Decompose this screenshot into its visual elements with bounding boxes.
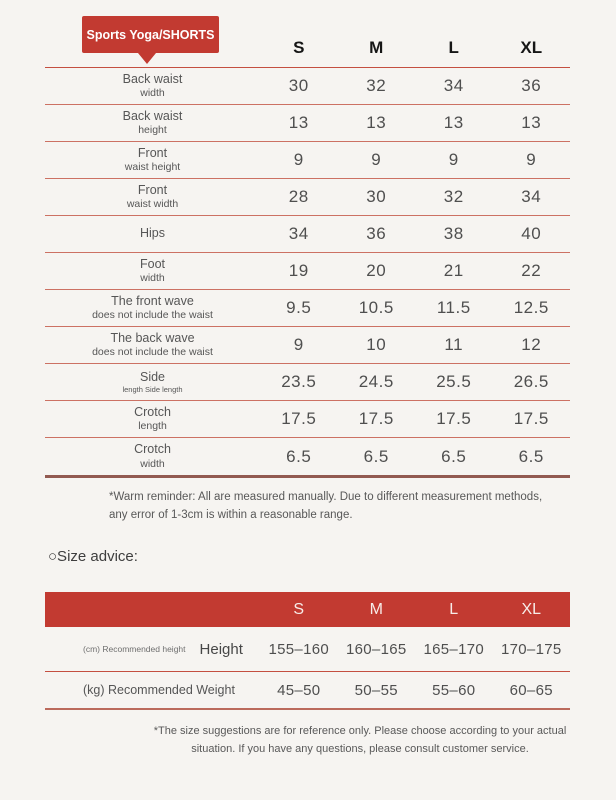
advice-unit-note: (cm) Recommended height: [83, 644, 186, 654]
measurement-value: 21: [443, 261, 464, 280]
advice-value: 55–60: [432, 681, 476, 699]
row-label: Crotch: [134, 404, 171, 419]
row-label: Front: [137, 182, 168, 197]
row-label: The back wave: [110, 330, 195, 345]
measurement-row: [45, 401, 570, 438]
product-category-badge: [82, 16, 219, 53]
measurement-value: 26.5: [513, 372, 549, 391]
measurement-value: 13: [366, 113, 387, 132]
warm-reminder-note: *Warm reminder: All are measured manually. Due to different measurement methods, any error of 1-3cm is within a reasonable range.: [109, 491, 543, 521]
advice-label-cell: [45, 641, 260, 658]
row-label: Back waist: [122, 71, 183, 86]
measurement-value: 13: [521, 113, 542, 132]
advice-row: [45, 672, 570, 710]
measurement-value: 38: [443, 224, 464, 243]
size-advice-table: [45, 592, 570, 758]
row-sublabel: does not include the waist: [92, 346, 213, 359]
badge-pointer-icon: [138, 53, 156, 64]
row-label-cell: [45, 370, 260, 395]
measurement-value: 22: [521, 261, 542, 280]
size-column-header: S: [293, 38, 305, 57]
row-label-cell: [45, 109, 260, 138]
row-label: The front wave: [111, 293, 194, 308]
measurement-value: 13: [443, 113, 464, 132]
row-label-cell: [45, 72, 260, 101]
row-label-cell: [45, 294, 260, 323]
measurement-value: 30: [288, 76, 309, 95]
measurement-row: [45, 290, 570, 327]
measurement-value: 9: [371, 150, 382, 169]
row-label-cell: [45, 405, 260, 434]
row-sublabel: waist height: [124, 161, 181, 174]
measurement-row: [45, 253, 570, 290]
measurement-value: 13: [288, 113, 309, 132]
measurement-value: 34: [521, 187, 542, 206]
measurement-row: [45, 364, 570, 401]
measurement-value: 36: [521, 76, 542, 95]
row-label: Front: [137, 145, 168, 160]
measurement-value: 6.5: [363, 446, 389, 466]
measurement-value: 28: [288, 187, 309, 206]
measurement-value: 10.5: [358, 298, 394, 317]
measurement-value: 24.5: [358, 372, 394, 391]
size-advice-header: [45, 592, 570, 627]
row-sublabel: width: [140, 272, 165, 285]
measurement-value: 17.5: [281, 409, 317, 428]
measurement-value: 12.5: [513, 298, 549, 317]
measurement-value: 34: [288, 224, 309, 243]
row-sublabel: width: [140, 457, 165, 470]
size-column-header: XL: [520, 38, 543, 57]
measurement-value: 6.5: [286, 446, 312, 466]
badge-label: Sports Yoga/SHORTS: [86, 27, 215, 42]
size-advice-note: *The size suggestions are for reference only. Please choose according to your actual situation. If you have any questions, please consult customer service.: [153, 725, 567, 755]
row-label-cell: [45, 146, 260, 175]
measurement-table: [45, 0, 570, 525]
row-sublabel: width: [140, 87, 165, 100]
advice-value: 155–160: [268, 640, 329, 658]
row-sublabel: does not include the waist: [92, 309, 213, 322]
measurement-value: 34: [443, 76, 464, 95]
size-column-header: M: [369, 38, 384, 57]
advice-row-label: Height: [199, 640, 243, 658]
measurement-value: 40: [521, 224, 542, 243]
row-label: Side: [139, 369, 166, 384]
measurement-row: [45, 327, 570, 364]
row-label-cell: [45, 183, 260, 212]
measurement-value: 32: [366, 76, 387, 95]
measurement-value: 6.5: [441, 446, 467, 466]
measurement-value: 6.5: [518, 446, 544, 466]
row-label: Hips: [139, 226, 165, 241]
advice-value: 165–170: [423, 640, 484, 658]
measurement-value: 30: [366, 187, 387, 206]
advice-value: 45–50: [277, 681, 321, 699]
advice-label-cell: [45, 683, 260, 697]
measurement-row: [45, 68, 570, 105]
row-label-cell: [45, 331, 260, 360]
size-advice-body: [45, 627, 570, 710]
measurement-value: 10: [366, 335, 387, 354]
row-label: Crotch: [134, 442, 171, 457]
measurement-value: 11: [444, 335, 464, 354]
measurement-value: 19: [288, 261, 309, 280]
row-label-cell: [45, 442, 260, 471]
measurement-value: 9: [293, 150, 304, 169]
measurement-value: 9: [526, 150, 537, 169]
row-label: Back waist: [122, 108, 183, 123]
measurement-value: 9: [293, 335, 304, 354]
measurement-value: 9.5: [286, 298, 312, 317]
row-label-cell: [45, 257, 260, 286]
row-label-cell: [45, 226, 260, 242]
advice-size-column-header: XL: [521, 600, 542, 618]
advice-value: 50–55: [354, 681, 398, 699]
measurement-value: 32: [443, 187, 464, 206]
measurement-value: 20: [366, 261, 387, 280]
measurement-value: 11.5: [436, 298, 471, 317]
row-sublabel: waist width: [126, 198, 179, 211]
measurement-value: 25.5: [436, 372, 472, 391]
measurement-value: 36: [366, 224, 387, 243]
row-sublabel: height: [138, 124, 167, 137]
advice-size-column-header: M: [369, 600, 383, 618]
advice-size-column-header: S: [293, 600, 305, 618]
advice-value: 60–65: [509, 681, 553, 699]
measurement-value: 23.5: [281, 372, 317, 391]
advice-value: 170–175: [501, 640, 562, 658]
measurement-value: 12: [521, 335, 542, 354]
measurement-value: 17.5: [358, 409, 394, 428]
row-label: Foot: [139, 256, 165, 271]
row-sublabel: length Side length: [122, 385, 183, 395]
advice-row: [45, 627, 570, 672]
measurement-row: [45, 105, 570, 142]
measurement-value: 9: [448, 150, 459, 169]
measurement-row: [45, 216, 570, 253]
measurement-value: 17.5: [513, 409, 549, 428]
advice-value: 160–165: [346, 640, 407, 658]
advice-unit-note: (kg) Recommended Weight: [83, 683, 235, 697]
advice-size-column-header: L: [449, 600, 459, 618]
measurement-row: [45, 179, 570, 216]
measurement-value: 17.5: [436, 409, 472, 428]
measurement-table-body: [45, 68, 570, 478]
measurement-row: [45, 438, 570, 475]
size-column-header: L: [448, 38, 459, 57]
measurement-row: [45, 142, 570, 179]
size-advice-heading: ○Size advice:: [48, 548, 138, 565]
row-sublabel: length: [138, 420, 167, 433]
